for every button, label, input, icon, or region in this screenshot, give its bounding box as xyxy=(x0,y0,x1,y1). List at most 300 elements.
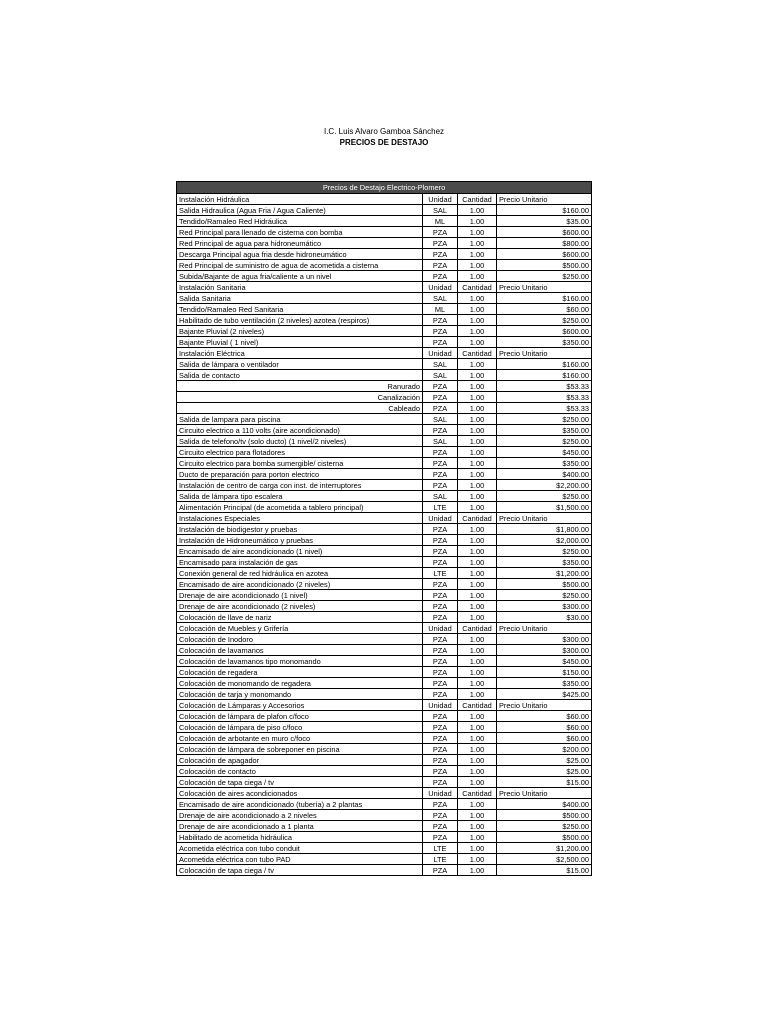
price-header: Precio Unitario xyxy=(497,282,592,293)
unit-header: Unidad xyxy=(423,788,458,799)
item-price: $400.00 xyxy=(497,469,592,480)
item-unit: PZA xyxy=(423,557,458,568)
item-description: Encamisado para instalación de gas xyxy=(177,557,423,568)
table-row xyxy=(177,216,592,227)
item-price: $35.00 xyxy=(497,216,592,227)
item-price: $2,000.00 xyxy=(497,535,592,546)
price-header: Precio Unitario xyxy=(497,788,592,799)
table-row xyxy=(177,524,592,535)
table-row xyxy=(177,535,592,546)
quantity-header: Cantidad xyxy=(458,194,497,205)
table-row xyxy=(177,480,592,491)
item-quantity: 1.00 xyxy=(458,535,497,546)
item-unit: ML xyxy=(423,304,458,315)
section-header-row xyxy=(177,700,592,711)
item-unit: SAL xyxy=(423,436,458,447)
item-price: $160.00 xyxy=(497,370,592,381)
item-quantity: 1.00 xyxy=(458,227,497,238)
table-row xyxy=(177,436,592,447)
table-row xyxy=(177,854,592,865)
table-row xyxy=(177,425,592,436)
item-unit: SAL xyxy=(423,370,458,381)
item-unit: PZA xyxy=(423,755,458,766)
item-unit: LTE xyxy=(423,568,458,579)
item-quantity: 1.00 xyxy=(458,458,497,469)
item-price: $350.00 xyxy=(497,458,592,469)
item-price: $250.00 xyxy=(497,546,592,557)
item-price: $250.00 xyxy=(497,414,592,425)
item-price: $53.33 xyxy=(497,392,592,403)
table-row xyxy=(177,326,592,337)
item-price: $800.00 xyxy=(497,238,592,249)
item-unit: LTE xyxy=(423,843,458,854)
item-price: $2,500.00 xyxy=(497,854,592,865)
item-unit: SAL xyxy=(423,205,458,216)
price-header: Precio Unitario xyxy=(497,194,592,205)
section-header-row xyxy=(177,348,592,359)
item-unit: PZA xyxy=(423,634,458,645)
item-description: Salida de telefono/tv (solo ducto) (1 nivel/2 niveles) xyxy=(177,436,423,447)
item-price: $1,800.00 xyxy=(497,524,592,535)
section-header-row xyxy=(177,788,592,799)
document-header xyxy=(0,126,768,148)
item-unit: PZA xyxy=(423,689,458,700)
item-quantity: 1.00 xyxy=(458,579,497,590)
item-quantity: 1.00 xyxy=(458,667,497,678)
item-unit: PZA xyxy=(423,656,458,667)
item-unit: PZA xyxy=(423,667,458,678)
item-quantity: 1.00 xyxy=(458,414,497,425)
item-price: $53.33 xyxy=(497,403,592,414)
item-unit: PZA xyxy=(423,777,458,788)
item-description: Circuito electrico para bomba sumergible/ cisterna xyxy=(177,458,423,469)
item-price: $2,200.00 xyxy=(497,480,592,491)
item-quantity: 1.00 xyxy=(458,557,497,568)
item-price: $425.00 xyxy=(497,689,592,700)
table-row xyxy=(177,271,592,282)
item-description: Instalación de centro de carga con inst. de interruptores xyxy=(177,480,423,491)
item-description: Red Principal para llenado de cisterna con bomba xyxy=(177,227,423,238)
item-price: $350.00 xyxy=(497,678,592,689)
item-price: $300.00 xyxy=(497,634,592,645)
table-row xyxy=(177,821,592,832)
item-unit: PZA xyxy=(423,722,458,733)
table-row xyxy=(177,546,592,557)
item-quantity: 1.00 xyxy=(458,568,497,579)
document-subtitle: PRECIOS DE DESTAJO xyxy=(339,138,429,147)
unit-header: Unidad xyxy=(423,282,458,293)
item-quantity: 1.00 xyxy=(458,843,497,854)
item-quantity: 1.00 xyxy=(458,381,497,392)
item-price: $250.00 xyxy=(497,821,592,832)
item-unit: PZA xyxy=(423,733,458,744)
quantity-header: Cantidad xyxy=(458,513,497,524)
section-title: Colocación de aires acondicionados xyxy=(177,788,423,799)
item-unit: PZA xyxy=(423,403,458,414)
item-description: Ranurado xyxy=(177,381,423,392)
item-quantity: 1.00 xyxy=(458,447,497,458)
item-description: Ducto de preparación para porton electrico xyxy=(177,469,423,480)
item-quantity: 1.00 xyxy=(458,315,497,326)
item-price: $250.00 xyxy=(497,491,592,502)
table-row xyxy=(177,293,592,304)
item-quantity: 1.00 xyxy=(458,744,497,755)
item-description: Colocación de regadera xyxy=(177,667,423,678)
item-quantity: 1.00 xyxy=(458,502,497,513)
item-price: $60.00 xyxy=(497,711,592,722)
item-unit: PZA xyxy=(423,260,458,271)
table-row xyxy=(177,205,592,216)
table-row xyxy=(177,777,592,788)
item-quantity: 1.00 xyxy=(458,436,497,447)
item-description: Colocación de llave de nariz xyxy=(177,612,423,623)
author-name: I.C. Luis Alvaro Gamboa Sánchez xyxy=(323,127,445,136)
item-quantity: 1.00 xyxy=(458,392,497,403)
table-row xyxy=(177,414,592,425)
item-price: $30.00 xyxy=(497,612,592,623)
item-unit: PZA xyxy=(423,535,458,546)
table-row xyxy=(177,579,592,590)
item-description: Instalación de Hidroneumático y pruebas xyxy=(177,535,423,546)
item-description: Encamisado de aire acondicionado (tubería) a 2 plantas xyxy=(177,799,423,810)
item-quantity: 1.00 xyxy=(458,216,497,227)
item-unit: PZA xyxy=(423,480,458,491)
item-quantity: 1.00 xyxy=(458,722,497,733)
quantity-header: Cantidad xyxy=(458,282,497,293)
unit-header: Unidad xyxy=(423,194,458,205)
item-quantity: 1.00 xyxy=(458,260,497,271)
table-title: Precios de Destajo Electrico-Plomero xyxy=(177,182,592,194)
table-row xyxy=(177,733,592,744)
item-unit: PZA xyxy=(423,315,458,326)
item-description: Drenaje de aire acondicionado (1 nivel) xyxy=(177,590,423,601)
item-quantity: 1.00 xyxy=(458,755,497,766)
item-description: Red Principal de agua para hidroneumático xyxy=(177,238,423,249)
item-price: $350.00 xyxy=(497,557,592,568)
table-row xyxy=(177,766,592,777)
table-row xyxy=(177,447,592,458)
item-description: Drenaje de aire acondicionado (2 niveles) xyxy=(177,601,423,612)
item-description: Tendido/Ramaleo Red Hidráulica xyxy=(177,216,423,227)
item-quantity: 1.00 xyxy=(458,403,497,414)
unit-header: Unidad xyxy=(423,513,458,524)
item-unit: PZA xyxy=(423,799,458,810)
table-row xyxy=(177,634,592,645)
item-quantity: 1.00 xyxy=(458,733,497,744)
section-title: Instalación Eléctrica xyxy=(177,348,423,359)
item-quantity: 1.00 xyxy=(458,326,497,337)
item-unit: PZA xyxy=(423,546,458,557)
item-unit: PZA xyxy=(423,524,458,535)
section-title: Instalaciones Especiales xyxy=(177,513,423,524)
table-row xyxy=(177,810,592,821)
item-quantity: 1.00 xyxy=(458,832,497,843)
item-quantity: 1.00 xyxy=(458,359,497,370)
item-unit: SAL xyxy=(423,359,458,370)
item-price: $300.00 xyxy=(497,645,592,656)
table-title-row xyxy=(177,182,592,194)
item-quantity: 1.00 xyxy=(458,249,497,260)
section-header-row xyxy=(177,513,592,524)
item-price: $600.00 xyxy=(497,227,592,238)
item-description: Habilitado de tubo ventilación (2 niveles) azotea (respiros) xyxy=(177,315,423,326)
item-quantity: 1.00 xyxy=(458,205,497,216)
table-row xyxy=(177,260,592,271)
section-title: Colocación de Muebles y Grifería xyxy=(177,623,423,634)
table-row xyxy=(177,359,592,370)
item-unit: PZA xyxy=(423,469,458,480)
item-price: $60.00 xyxy=(497,304,592,315)
item-price: $1,200.00 xyxy=(497,568,592,579)
item-price: $250.00 xyxy=(497,315,592,326)
item-price: $25.00 xyxy=(497,766,592,777)
table-row xyxy=(177,645,592,656)
section-header-row xyxy=(177,623,592,634)
item-unit: PZA xyxy=(423,645,458,656)
item-description: Subida/Bajante de agua fria/caliente a un nivel xyxy=(177,271,423,282)
item-description: Habilitado de acometida hidráulica xyxy=(177,832,423,843)
item-price: $500.00 xyxy=(497,260,592,271)
item-unit: PZA xyxy=(423,447,458,458)
item-unit: ML xyxy=(423,216,458,227)
table-row xyxy=(177,469,592,480)
item-description: Acometida eléctrica con tubo PAD xyxy=(177,854,423,865)
item-price: $450.00 xyxy=(497,447,592,458)
item-description: Colocación de apagador xyxy=(177,755,423,766)
item-price: $400.00 xyxy=(497,799,592,810)
item-description: Salida Sanitaria xyxy=(177,293,423,304)
table-row xyxy=(177,711,592,722)
item-price: $160.00 xyxy=(497,293,592,304)
item-quantity: 1.00 xyxy=(458,469,497,480)
item-quantity: 1.00 xyxy=(458,524,497,535)
section-title: Instalación Hidráulica xyxy=(177,194,423,205)
table-body xyxy=(177,194,592,876)
item-unit: LTE xyxy=(423,502,458,513)
item-description: Circuito electrico a 110 volts (aire acondicionado) xyxy=(177,425,423,436)
item-price: $350.00 xyxy=(497,337,592,348)
table-row xyxy=(177,304,592,315)
item-price: $160.00 xyxy=(497,359,592,370)
item-price: $500.00 xyxy=(497,579,592,590)
item-unit: SAL xyxy=(423,491,458,502)
price-header: Precio Unitario xyxy=(497,700,592,711)
item-description: Red Principal de suministro de agua de acometida a cisterna xyxy=(177,260,423,271)
table-row xyxy=(177,744,592,755)
item-unit: PZA xyxy=(423,612,458,623)
item-price: $1,500.00 xyxy=(497,502,592,513)
item-quantity: 1.00 xyxy=(458,601,497,612)
item-price: $350.00 xyxy=(497,425,592,436)
item-price: $15.00 xyxy=(497,865,592,876)
table-row xyxy=(177,315,592,326)
item-description: Drenaje de aire acondicionado a 1 planta xyxy=(177,821,423,832)
table-row xyxy=(177,722,592,733)
item-quantity: 1.00 xyxy=(458,238,497,249)
item-description: Colocación de monomando de regadera xyxy=(177,678,423,689)
item-quantity: 1.00 xyxy=(458,799,497,810)
item-price: $25.00 xyxy=(497,755,592,766)
table-row xyxy=(177,656,592,667)
item-unit: PZA xyxy=(423,392,458,403)
section-title: Colocación de Lámparas y Accesorios xyxy=(177,700,423,711)
item-quantity: 1.00 xyxy=(458,271,497,282)
item-description: Colocación de tapa ciega / tv xyxy=(177,777,423,788)
item-description: Colocación de lavamanos tipo monomando xyxy=(177,656,423,667)
item-description: Encamisado de aire acondicionado (1 nivel) xyxy=(177,546,423,557)
item-unit: PZA xyxy=(423,821,458,832)
unit-header: Unidad xyxy=(423,348,458,359)
item-description: Colocación de Inodoro xyxy=(177,634,423,645)
section-header-row xyxy=(177,282,592,293)
item-description: Tendido/Ramaleo Red Sanitaria xyxy=(177,304,423,315)
item-price: $250.00 xyxy=(497,271,592,282)
table-row xyxy=(177,667,592,678)
table-row xyxy=(177,601,592,612)
item-quantity: 1.00 xyxy=(458,337,497,348)
item-unit: PZA xyxy=(423,865,458,876)
table-row xyxy=(177,502,592,513)
item-unit: PZA xyxy=(423,458,458,469)
item-price: $600.00 xyxy=(497,249,592,260)
item-quantity: 1.00 xyxy=(458,711,497,722)
item-unit: PZA xyxy=(423,766,458,777)
item-price: $250.00 xyxy=(497,590,592,601)
table-row xyxy=(177,568,592,579)
item-unit: SAL xyxy=(423,414,458,425)
item-description: Canalización xyxy=(177,392,423,403)
table-row xyxy=(177,238,592,249)
table-row xyxy=(177,678,592,689)
unit-header: Unidad xyxy=(423,623,458,634)
item-unit: PZA xyxy=(423,337,458,348)
table-row xyxy=(177,381,592,392)
item-price: $300.00 xyxy=(497,601,592,612)
item-description: Colocación de lavamanos xyxy=(177,645,423,656)
item-unit: PZA xyxy=(423,249,458,260)
price-header: Precio Unitario xyxy=(497,513,592,524)
item-price: $1,200.00 xyxy=(497,843,592,854)
item-price: $15.00 xyxy=(497,777,592,788)
quantity-header: Cantidad xyxy=(458,623,497,634)
item-quantity: 1.00 xyxy=(458,491,497,502)
table-row xyxy=(177,755,592,766)
item-quantity: 1.00 xyxy=(458,590,497,601)
item-description: Salida de lampara para piscina xyxy=(177,414,423,425)
quantity-header: Cantidad xyxy=(458,348,497,359)
table-row xyxy=(177,491,592,502)
item-description: Colocación de contacto xyxy=(177,766,423,777)
price-header: Precio Unitario xyxy=(497,348,592,359)
item-description: Colocación de lámpara de sobreponer en piscina xyxy=(177,744,423,755)
quantity-header: Cantidad xyxy=(458,788,497,799)
item-quantity: 1.00 xyxy=(458,777,497,788)
item-description: Salida de contacto xyxy=(177,370,423,381)
item-description: Colocación de arbotante en muro c/foco xyxy=(177,733,423,744)
item-quantity: 1.00 xyxy=(458,546,497,557)
table-row xyxy=(177,843,592,854)
item-quantity: 1.00 xyxy=(458,854,497,865)
item-price: $250.00 xyxy=(497,436,592,447)
table-row xyxy=(177,337,592,348)
item-quantity: 1.00 xyxy=(458,689,497,700)
price-table xyxy=(176,181,592,876)
item-description: Alimentación Principal (de acometida a tablero principal) xyxy=(177,502,423,513)
item-quantity: 1.00 xyxy=(458,425,497,436)
item-price: $60.00 xyxy=(497,733,592,744)
item-description: Cableado xyxy=(177,403,423,414)
unit-header: Unidad xyxy=(423,700,458,711)
table-row xyxy=(177,403,592,414)
table-row xyxy=(177,590,592,601)
price-header: Precio Unitario xyxy=(497,623,592,634)
item-unit: PZA xyxy=(423,590,458,601)
section-header-row xyxy=(177,194,592,205)
item-unit: PZA xyxy=(423,381,458,392)
item-description: Colocación de lámpara de piso c/foco xyxy=(177,722,423,733)
table-row xyxy=(177,689,592,700)
item-description: Acometida eléctrica con tubo conduit xyxy=(177,843,423,854)
item-quantity: 1.00 xyxy=(458,810,497,821)
item-quantity: 1.00 xyxy=(458,370,497,381)
item-price: $60.00 xyxy=(497,722,592,733)
table-row xyxy=(177,865,592,876)
item-description: Salida de lámpara o ventilador xyxy=(177,359,423,370)
item-quantity: 1.00 xyxy=(458,634,497,645)
item-unit: PZA xyxy=(423,832,458,843)
item-description: Circuito electrico para flotadores xyxy=(177,447,423,458)
item-quantity: 1.00 xyxy=(458,293,497,304)
item-description: Conexión general de red hidráulica en azotea xyxy=(177,568,423,579)
item-unit: PZA xyxy=(423,271,458,282)
item-description: Drenaje de aire acondicionado a 2 niveles xyxy=(177,810,423,821)
item-price: $500.00 xyxy=(497,832,592,843)
item-quantity: 1.00 xyxy=(458,821,497,832)
item-quantity: 1.00 xyxy=(458,612,497,623)
item-quantity: 1.00 xyxy=(458,865,497,876)
item-unit: PZA xyxy=(423,579,458,590)
table-row xyxy=(177,612,592,623)
item-unit: LTE xyxy=(423,854,458,865)
item-unit: PZA xyxy=(423,810,458,821)
item-quantity: 1.00 xyxy=(458,645,497,656)
item-price: $53.33 xyxy=(497,381,592,392)
item-unit: PZA xyxy=(423,425,458,436)
item-unit: PZA xyxy=(423,227,458,238)
item-quantity: 1.00 xyxy=(458,304,497,315)
section-title: Instalación Sanitaria xyxy=(177,282,423,293)
item-description: Colocación de tarja y monomando xyxy=(177,689,423,700)
item-price: $500.00 xyxy=(497,810,592,821)
item-unit: PZA xyxy=(423,238,458,249)
item-description: Bajante Pluvial ( 1 nivel) xyxy=(177,337,423,348)
table-row xyxy=(177,557,592,568)
item-unit: PZA xyxy=(423,711,458,722)
table-row xyxy=(177,249,592,260)
item-unit: PZA xyxy=(423,326,458,337)
item-description: Colocación de lámpara de plafon c/foco xyxy=(177,711,423,722)
quantity-header: Cantidad xyxy=(458,700,497,711)
item-quantity: 1.00 xyxy=(458,766,497,777)
item-quantity: 1.00 xyxy=(458,656,497,667)
item-quantity: 1.00 xyxy=(458,480,497,491)
item-price: $600.00 xyxy=(497,326,592,337)
table-row xyxy=(177,392,592,403)
item-price: $200.00 xyxy=(497,744,592,755)
item-price: $450.00 xyxy=(497,656,592,667)
table-row xyxy=(177,799,592,810)
item-unit: PZA xyxy=(423,744,458,755)
